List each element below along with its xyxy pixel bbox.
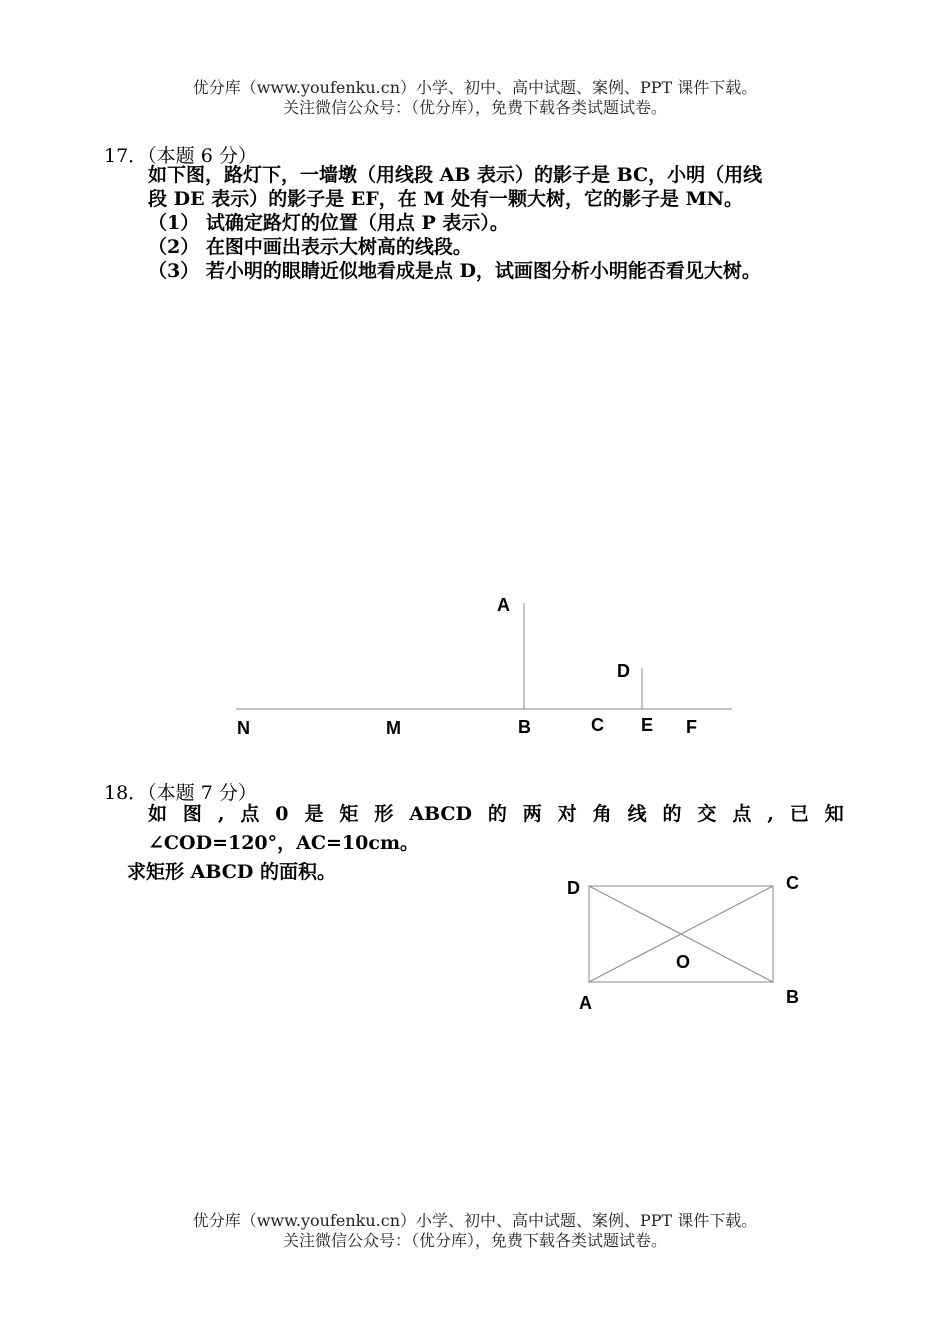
q18-intro-char: 已: [789, 803, 809, 825]
q18-intro-char: 的: [662, 803, 682, 825]
q18-number: 18．（本题 7 分）: [104, 782, 257, 804]
q18-intro-char: 0: [275, 803, 289, 825]
label-f: F: [686, 717, 697, 737]
header-line-2: 关注微信公众号：（优分库），免费下载各类试题试卷。: [282, 98, 667, 117]
q18-intro-char: 是: [304, 803, 324, 825]
q18-intro-char: ABCD: [409, 803, 472, 825]
q18-intro-char: 知: [824, 803, 844, 825]
q18-intro-char: 角: [592, 803, 612, 825]
label-rect-o: O: [676, 952, 691, 972]
q18-intro-char: ,: [217, 803, 225, 825]
footer-line-1: 优分库（www.youfenku.cn）小学、初中、高中试题、案例、PPT 课件下载。: [192, 1211, 758, 1230]
q17-item-2: （2） 在图中画出表示大树高的线段。: [148, 236, 472, 258]
q18-intro-char: 点: [732, 803, 752, 825]
q18-intro-char: 点: [240, 803, 260, 825]
label-rect-b: B: [786, 987, 799, 1007]
q18-intro-line-1: [148, 802, 844, 826]
header-line-1: 优分库（www.youfenku.cn）小学、初中、高中试题、案例、PPT 课件下载。: [192, 78, 758, 97]
label-rect-d: D: [567, 878, 580, 898]
label-b: B: [518, 717, 531, 737]
q18-intro-char: 图: [182, 803, 202, 825]
q18-intro-line-3: 求矩形 ABCD 的面积。: [127, 861, 336, 883]
label-e: E: [641, 715, 654, 735]
label-c: C: [591, 715, 604, 735]
q17-intro-line-2: 段 DE 表示）的影子是 EF，在 M 处有一颗大树，它的影子是 MN。: [148, 188, 744, 210]
q18-intro-char: 两: [522, 803, 542, 825]
q18-intro-char: 矩: [339, 803, 359, 825]
q18-intro-char: 形: [374, 803, 394, 825]
footer-line-2: 关注微信公众号：（优分库），免费下载各类试题试卷。: [282, 1231, 667, 1250]
q18-intro-char: 线: [627, 803, 647, 825]
q17-number: 17．（本题 6 分）: [104, 145, 257, 167]
label-d: D: [617, 661, 630, 681]
label-n: N: [237, 718, 250, 738]
q18-intro-char: 对: [557, 803, 577, 825]
q18-intro-char: 交: [697, 803, 717, 825]
q18-intro-char: ,: [767, 803, 774, 825]
q17-intro-line-1: 如下图，路灯下，一墙墩（用线段 AB 表示）的影子是 BC，小明（用线: [148, 164, 763, 186]
q17-item-1: （1） 试确定路灯的位置（用点 P 表示）。: [148, 212, 509, 234]
q18-intro-line-2: ∠COD=120°，AC=10cm。: [148, 832, 420, 854]
q18-spread-text: [148, 802, 844, 826]
label-rect-a: A: [579, 993, 592, 1013]
q18-intro-char: 如: [148, 803, 168, 825]
q18-intro-char: 的: [487, 803, 507, 825]
label-a: A: [497, 595, 510, 615]
label-m: M: [386, 718, 401, 738]
q17-item-3: （3） 若小明的眼睛近似地看成是点 D，试画图分析小明能否看见大树。: [148, 260, 761, 282]
label-rect-c: C: [786, 873, 799, 893]
